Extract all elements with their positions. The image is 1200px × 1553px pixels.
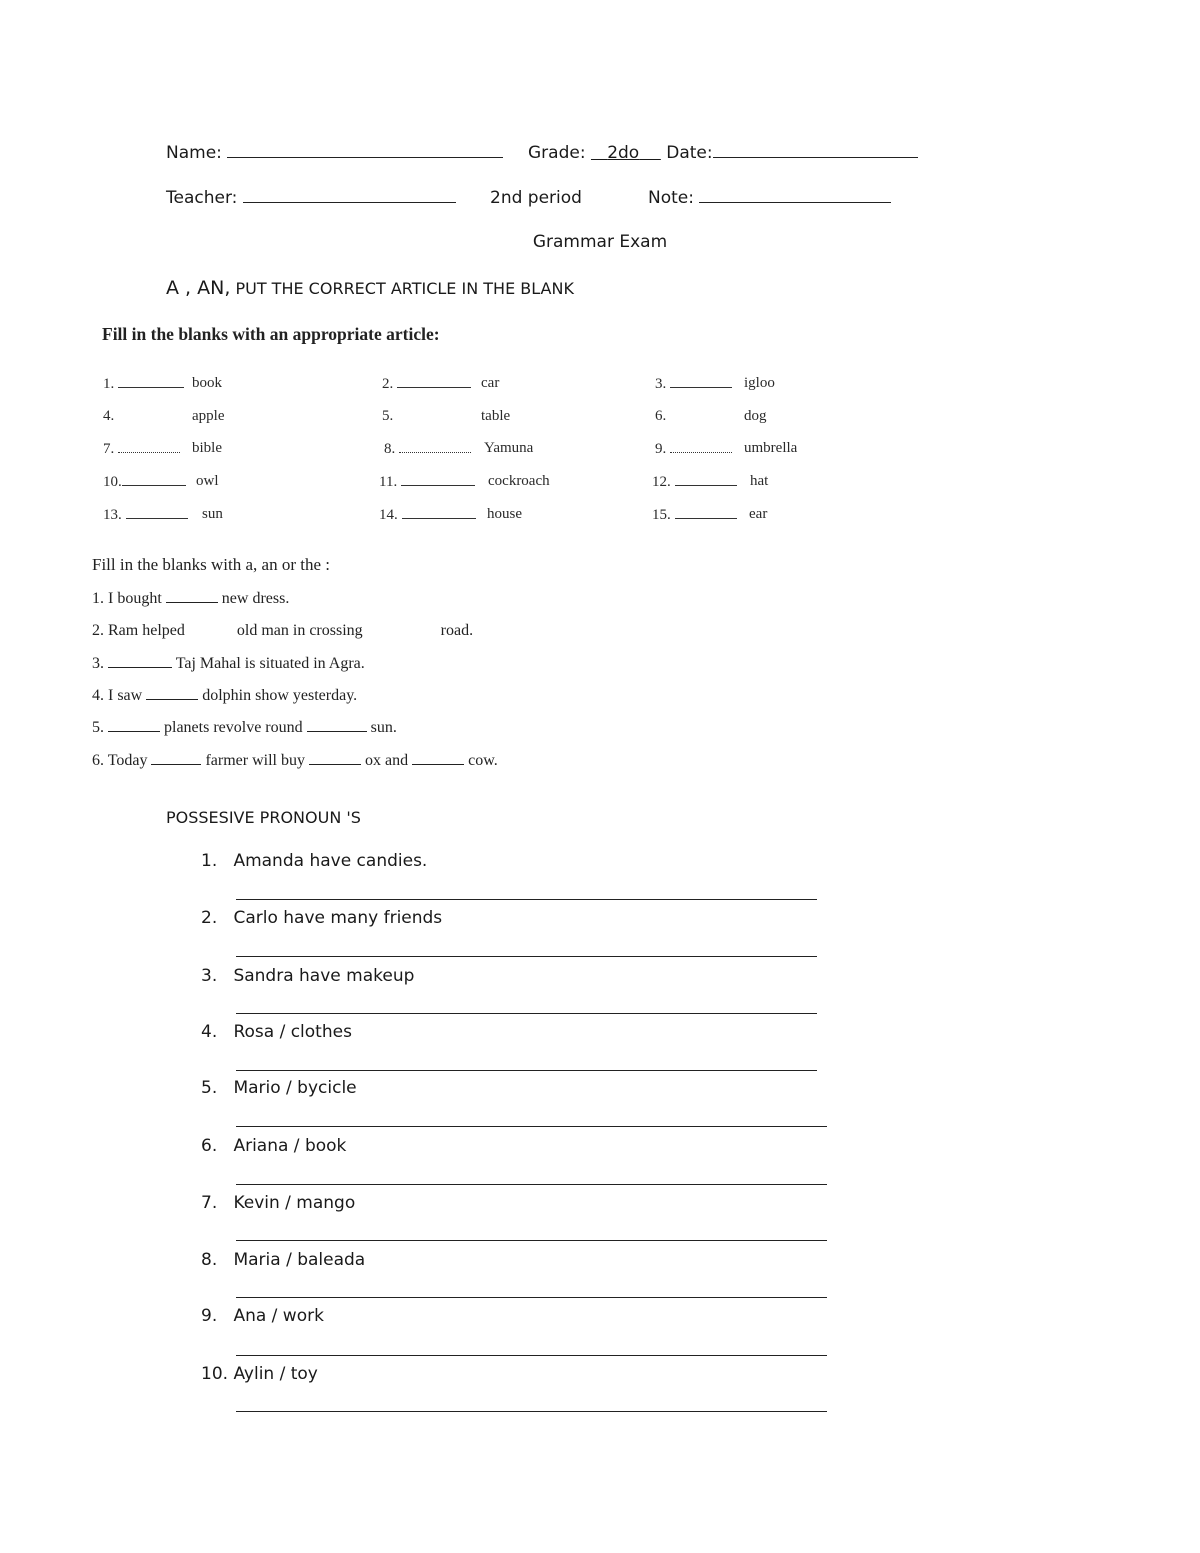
possessive-item-number: 10.: [201, 1364, 229, 1384]
article-word: umbrella: [744, 440, 798, 456]
answer-line-8[interactable]: [236, 1297, 827, 1298]
possessive-item-text: Ariana / book: [233, 1136, 347, 1156]
article-item-number: 13.: [103, 507, 122, 523]
sentence-blank[interactable]: [108, 719, 160, 732]
answer-line-6[interactable]: [236, 1184, 827, 1185]
article-blank[interactable]: [670, 440, 732, 453]
sentence-blank[interactable]: [307, 719, 367, 732]
article-item-number: 9.: [655, 441, 667, 457]
possessive-item-number: 1.: [201, 851, 218, 871]
possessive-item-5: [201, 1078, 357, 1098]
article-item-number: 2.: [382, 376, 394, 392]
sentence-text: dolphin show yesterday.: [202, 687, 358, 704]
possessive-item-number: 5.: [201, 1078, 218, 1098]
sentence-text: road.: [440, 622, 474, 639]
article-item-10: [103, 473, 186, 491]
article-item-number: 7.: [103, 441, 115, 457]
sentence-text: 1. I bought: [92, 590, 162, 607]
section-articles-title: [166, 277, 574, 299]
possessive-item-9: [201, 1306, 324, 1326]
possessive-item-10: [201, 1364, 318, 1384]
period: 2nd period: [490, 188, 582, 208]
sentence-text: planets revolve round: [164, 719, 303, 736]
possessive-item-text: Mario / bycicle: [233, 1078, 357, 1098]
article-blank[interactable]: [401, 473, 475, 486]
possessive-item-number: 8.: [201, 1250, 218, 1270]
sentence-text: new dress.: [221, 590, 290, 607]
possessive-item-text: Maria / baleada: [233, 1250, 366, 1270]
possessive-item-3: [201, 966, 414, 986]
section-articles-title-rest: PUT THE CORRECT ARTICLE IN THE BLANK: [230, 279, 574, 298]
possessive-item-number: 3.: [201, 966, 218, 986]
answer-line-4[interactable]: [236, 1070, 817, 1071]
possessive-item-text: Ana / work: [233, 1306, 324, 1326]
article-item-number: 14.: [379, 507, 398, 523]
article-word: dog: [744, 408, 767, 424]
article-blank[interactable]: [126, 506, 188, 519]
article-blank[interactable]: [675, 473, 737, 486]
article-word: Yamuna: [484, 440, 534, 456]
articles-heading: Fill in the blanks with an appropriate article:: [102, 324, 440, 344]
date-blank[interactable]: [713, 143, 918, 158]
sentence-blank[interactable]: [151, 752, 201, 765]
article-item-number: 4.: [103, 408, 115, 424]
article-item-1: [103, 375, 184, 393]
article-item-number: 8.: [384, 441, 396, 457]
article-word: hat: [750, 473, 769, 489]
article-item-8: [384, 440, 471, 458]
article-word: cockroach: [488, 473, 550, 489]
sentence-6: [92, 752, 498, 770]
article-blank[interactable]: [670, 375, 732, 388]
sentence-1: [92, 590, 289, 608]
article-word: sun: [202, 506, 223, 522]
article-blank[interactable]: [122, 473, 186, 486]
article-blank[interactable]: [397, 375, 471, 388]
teacher-blank[interactable]: [243, 188, 456, 203]
possessive-item-text: Sandra have makeup: [233, 966, 415, 986]
article-item-11: [379, 473, 475, 491]
sentence-text: 6. Today: [92, 752, 148, 769]
answer-line-3[interactable]: [236, 1013, 817, 1014]
article-item-13: [103, 506, 188, 524]
article-item-7: [103, 440, 180, 458]
article-item-4: [103, 408, 114, 425]
article-word: apple: [192, 408, 225, 424]
sentence-text: ox and: [365, 752, 409, 769]
article-item-number: 12.: [652, 474, 671, 490]
article-word: ear: [749, 506, 768, 522]
article-item-12: [652, 473, 737, 491]
article-item-number: 11.: [379, 474, 398, 490]
answer-line-7[interactable]: [236, 1240, 827, 1241]
article-item-15: [652, 506, 737, 524]
possessive-item-2: [201, 908, 442, 928]
possessive-item-6: [201, 1136, 346, 1156]
possessive-item-text: Rosa / clothes: [233, 1022, 352, 1042]
sentences-heading: Fill in the blanks with a, an or the :: [92, 555, 330, 574]
article-item-3: [655, 375, 732, 393]
note-blank[interactable]: [699, 188, 891, 203]
article-item-number: 1.: [103, 376, 115, 392]
article-item-5: [382, 408, 393, 425]
grade-field: [528, 143, 918, 163]
section-articles-title-big: A , AN,: [166, 277, 231, 299]
possessive-item-number: 9.: [201, 1306, 218, 1326]
sentence-4: [92, 687, 357, 705]
article-blank[interactable]: [402, 506, 476, 519]
sentence-text: sun.: [370, 719, 397, 736]
article-word: car: [481, 375, 500, 391]
possessive-item-number: 4.: [201, 1022, 218, 1042]
name-blank[interactable]: [227, 143, 503, 158]
sentence-text: Taj Mahal is situated in Agra.: [175, 655, 365, 672]
sentence-2: [92, 622, 473, 640]
sentence-text: 2. Ram helped: [92, 622, 185, 639]
answer-line-9[interactable]: [236, 1355, 827, 1356]
sentence-blank[interactable]: [108, 655, 172, 668]
article-item-number: 6.: [655, 408, 667, 424]
possessive-item-text: Kevin / mango: [233, 1193, 356, 1213]
sentence-blank[interactable]: [146, 687, 198, 700]
possessive-item-number: 6.: [201, 1136, 218, 1156]
answer-line-5[interactable]: [236, 1126, 827, 1127]
article-blank[interactable]: [118, 440, 180, 453]
note-field: [648, 188, 891, 208]
name-field: [166, 143, 503, 163]
answer-line-1[interactable]: [236, 899, 817, 900]
sentence-blank[interactable]: [166, 590, 218, 603]
possessive-item-text: Carlo have many friends: [233, 908, 443, 928]
teacher-label: Teacher:: [166, 188, 238, 208]
grade-value-text: 2do: [607, 143, 640, 163]
sentence-text: farmer will buy: [205, 752, 305, 769]
grade-value: [591, 143, 661, 163]
sentence-text: 4. I saw: [92, 687, 143, 704]
sentence-text: 3.: [92, 655, 104, 672]
possessive-item-text: Aylin / toy: [233, 1364, 318, 1384]
date-label: Date:: [666, 143, 713, 163]
note-label: Note:: [648, 188, 694, 208]
possessive-item-number: 7.: [201, 1193, 218, 1213]
sentence-blank[interactable]: [412, 752, 464, 765]
article-item-2: [382, 375, 471, 393]
teacher-field: [166, 188, 456, 208]
possessive-item-1: [201, 851, 427, 871]
page-title: Grammar Exam: [532, 232, 668, 252]
sentence-text: 5.: [92, 719, 104, 736]
article-item-9: [655, 440, 732, 458]
answer-line-10[interactable]: [236, 1411, 827, 1412]
article-item-number: 5.: [382, 408, 394, 424]
possessive-item-number: 2.: [201, 908, 218, 928]
article-blank[interactable]: [675, 506, 737, 519]
article-item-number: 10.: [103, 474, 122, 490]
article-word: table: [481, 408, 511, 424]
sentence-5: [92, 719, 397, 737]
sentence-3: [92, 655, 365, 673]
article-word: house: [487, 506, 522, 522]
answer-line-2[interactable]: [236, 956, 817, 957]
article-item-number: 3.: [655, 376, 667, 392]
sentence-text: cow.: [468, 752, 498, 769]
article-word: owl: [196, 473, 219, 489]
possessive-item-8: [201, 1250, 365, 1270]
article-word: igloo: [744, 375, 775, 391]
grade-label: Grade:: [528, 143, 586, 163]
possessive-item-4: [201, 1022, 352, 1042]
possessive-item-text: Amanda have candies.: [233, 851, 428, 871]
article-word: book: [192, 375, 222, 391]
name-label: Name:: [166, 143, 222, 163]
sentence-text: old man in crossing: [236, 622, 363, 639]
article-item-14: [379, 506, 476, 524]
sentence-blank[interactable]: [309, 752, 361, 765]
article-item-6: [655, 408, 666, 425]
article-word: bible: [192, 440, 222, 456]
article-blank[interactable]: [118, 375, 184, 388]
possessive-title: POSSESIVE PRONOUN 'S: [166, 808, 361, 827]
possessive-item-7: [201, 1193, 355, 1213]
article-item-number: 15.: [652, 507, 671, 523]
article-blank[interactable]: [399, 440, 471, 453]
